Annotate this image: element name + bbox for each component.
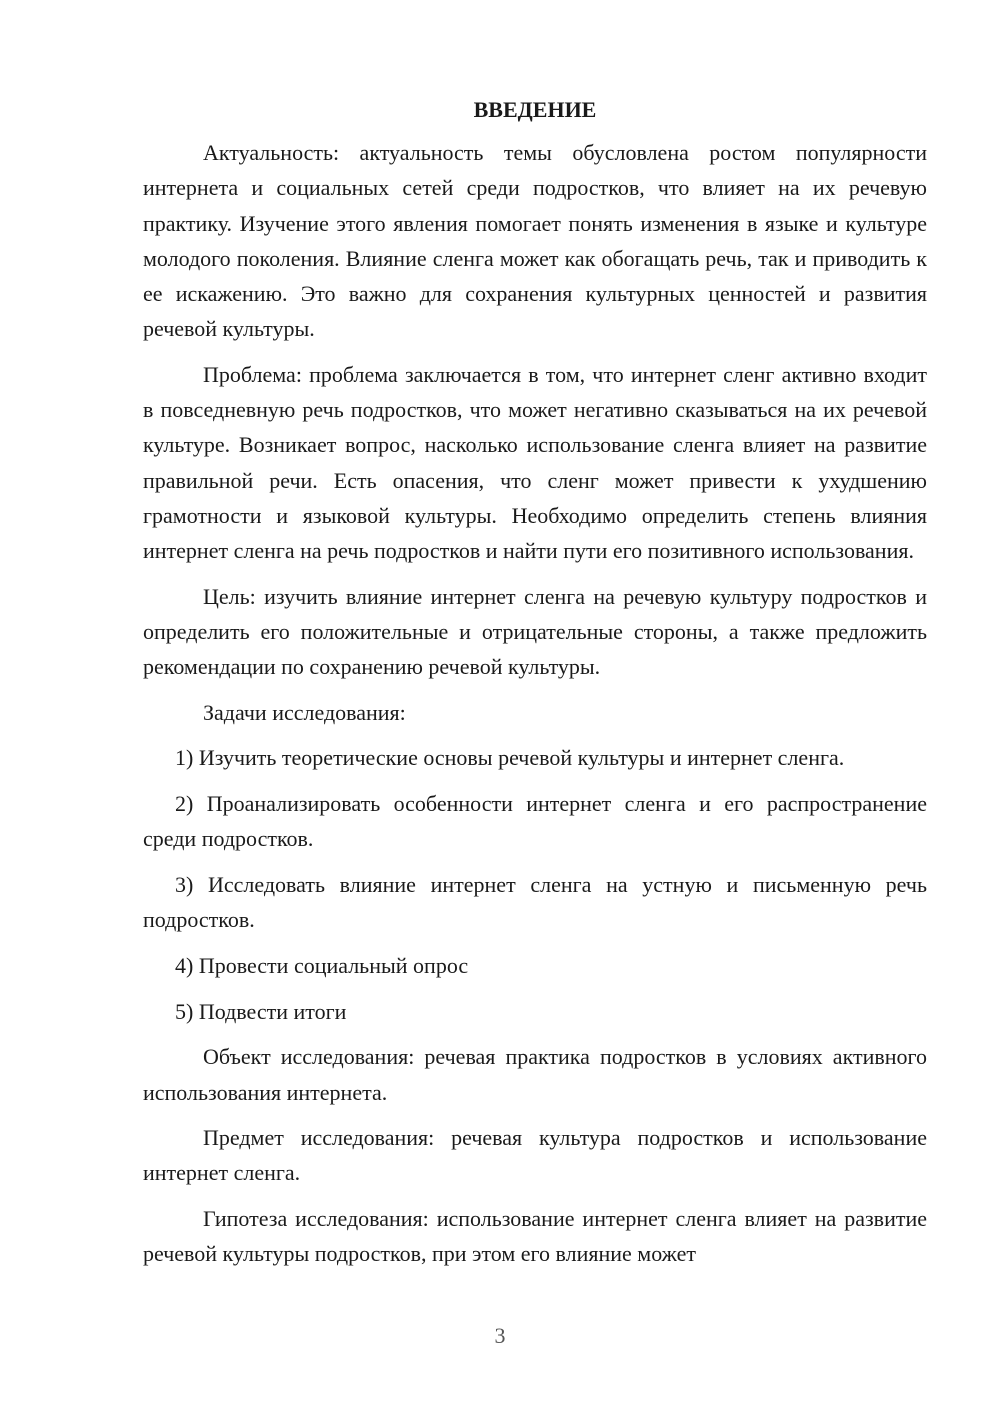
page-title: ВВЕДЕНИЕ xyxy=(473,97,597,122)
document-page xyxy=(143,92,927,1272)
problem-paragraph: Проблема: проблема заключается в том, что интернет сленг активно входит в повседневную речь подростков, что может негативно сказываться на их речевой культуре. Возникает вопрос, насколько использование сленга влияет на развитие правильной речи. Есть опасения, что сленг может привести к ухудшению грамотности и языковой культуры. Необходимо определить степень влияния интернет сленга на речь подростков и найти пути его позитивного использования. xyxy=(143,361,927,563)
task-item-3: 3) Исследовать влияние интернет сленга на устную и письменную речь подростков. xyxy=(143,872,927,933)
hypothesis-paragraph: Гипотеза исследования: использование интернет сленга влияет на развитие речевой культуры подростков, при этом его влияние может xyxy=(143,1206,927,1267)
tasks-heading: Задачи исследования: xyxy=(203,699,406,725)
page-number: 3 xyxy=(494,1323,506,1348)
task-item-2: 2) Проанализировать особенности интернет сленга и его распространение среди подростков. xyxy=(143,791,927,852)
goal-paragraph: Цель: изучить влияние интернет сленга на речевую культуру подростков и определить его положительные и отрицательные стороны, а также предложить рекомендации по сохранению речевой культуры. xyxy=(143,583,927,680)
relevance-paragraph: Актуальность: актуальность темы обусловлена ростом популярности интернета и социальных сетей среди подростков, что влияет на их речевую практику. Изучение этого явления помогает понять изменения в языке и культуре молодого поколения. Влияние сленга может как обогащать речь, так и приводить к ее искажению. Это важно для сохранения культурных ценностей и развития речевой культуры. xyxy=(143,140,927,342)
task-item-5: 5) Подвести итоги xyxy=(175,998,347,1024)
object-paragraph: Объект исследования: речевая практика подростков в условиях активного использования интернета. xyxy=(143,1044,927,1105)
task-item-1: 1) Изучить теоретические основы речевой культуры и интернет сленга. xyxy=(175,745,845,771)
task-item-4: 4) Провести социальный опрос xyxy=(175,952,469,978)
subject-paragraph: Предмет исследования: речевая культура подростков и использование интернет сленга. xyxy=(143,1125,927,1186)
